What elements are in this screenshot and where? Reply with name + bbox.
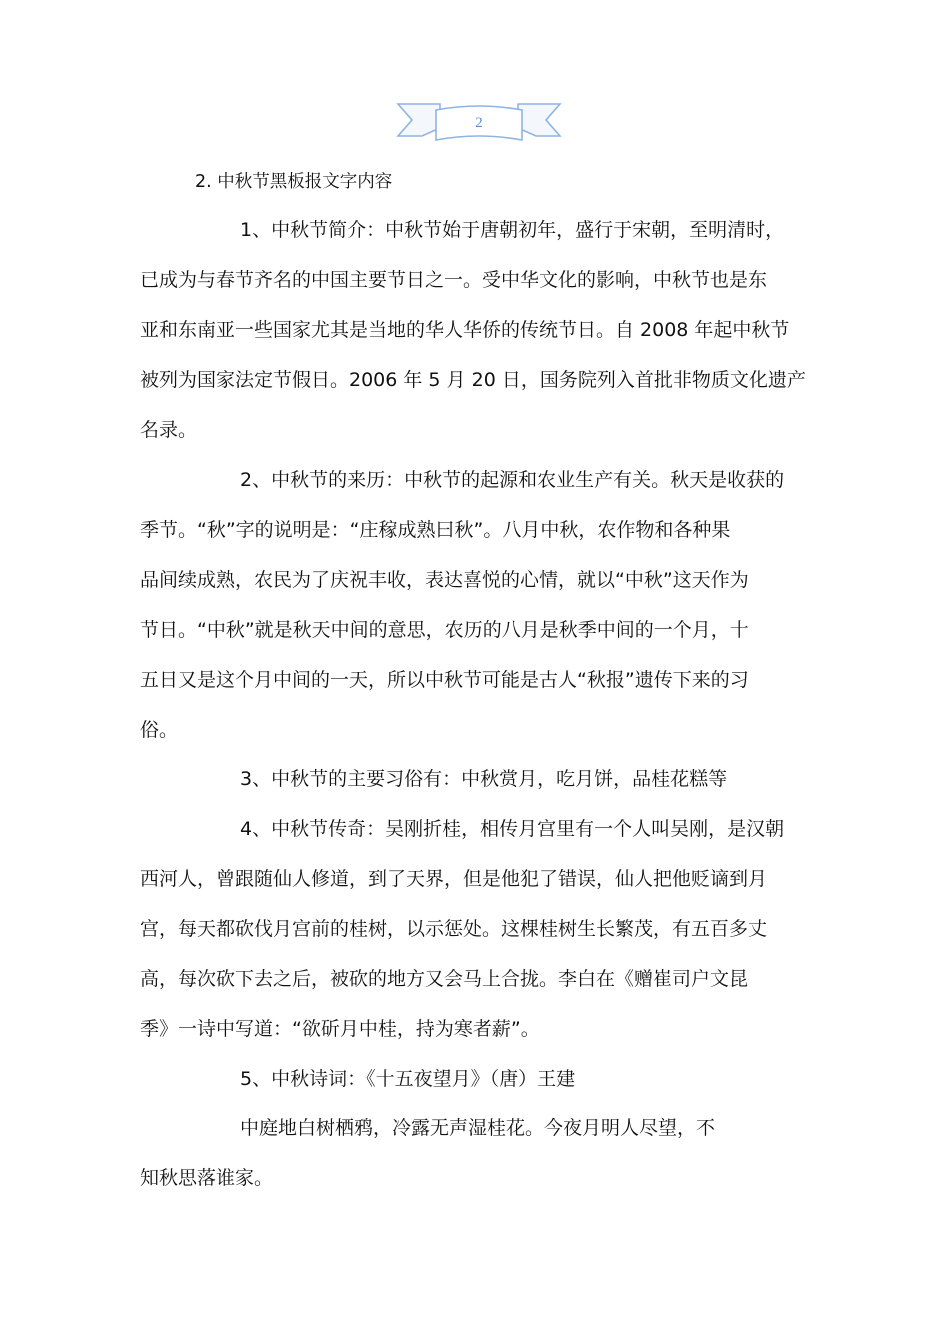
text-line: 季节。“秋”字的说明是：“庄稼成熟曰秋”。八月中秋，农作物和各种果 [140, 519, 731, 541]
text-line: 中庭地白树栖鸦，冷露无声湿桂花。今夜月明人尽望，不 [240, 1117, 716, 1139]
text-line: 1、中秋节简介：中秋节始于唐朝初年，盛行于宋朝，至明清时， [240, 219, 785, 241]
paragraph-poem-ending [140, 1153, 830, 1203]
text-line: 亚和东南亚一些国家尤其是当地的华人华侨的传统节日。自 2008 年起中秋节 [140, 319, 790, 341]
text-line: 知秋思落谁家。 [140, 1167, 274, 1189]
text-line: 节日。“中秋”就是秋天中间的意思，农历的八月是秋季中间的一个月，十 [140, 619, 749, 641]
text-line: 4、中秋节传奇：吴刚折桂，相传月宫里有一个人叫吴刚，是汉朝 [240, 818, 785, 840]
paragraph-customs [140, 754, 830, 804]
text-line: 已成为与春节齐名的中国主要节日之一。受中华文化的影响，中秋节也是东 [140, 269, 768, 291]
text-line: 3、中秋节的主要习俗有：中秋赏月，吃月饼，品桂花糕等 [240, 768, 728, 790]
paragraph-legend [140, 804, 830, 1054]
text-line: 季》一诗中写道：“欲斫月中桂，持为寒者薪”。 [140, 1018, 540, 1040]
text-line: 俗。 [140, 719, 179, 741]
text-line: 五日又是这个月中间的一天，所以中秋节可能是古人“秋报”遗传下来的习 [140, 669, 749, 691]
text-line: 品间续成熟，农民为了庆祝丰收，表达喜悦的心情，就以“中秋”这天作为 [140, 569, 749, 591]
paragraph-origin [140, 455, 830, 755]
paragraph-poem-title [140, 1054, 830, 1104]
text-line: 被列为国家法定节假日。2006 年 5 月 20 日，国务院列入首批非物质文化遗产 [140, 369, 806, 391]
page-number-ribbon [396, 98, 562, 148]
text-line: 2、中秋节的来历：中秋节的起源和农业生产有关。秋天是收获的 [240, 469, 785, 491]
text-line: 名录。 [140, 419, 198, 441]
page-number: 2 [475, 115, 483, 131]
text-line: 西河人，曾跟随仙人修道，到了天界，但是他犯了错误，仙人把他贬谪到月 [140, 868, 768, 890]
section-heading: 2. 中秋节黑板报文字内容 [195, 172, 393, 192]
text-line: 高，每次砍下去之后，被砍的地方又会马上合拢。李白在《赠崔司户文昆 [140, 968, 749, 990]
text-line: 5、中秋诗词：《十五夜望月》（唐）王建 [240, 1068, 576, 1090]
paragraph-introduction [140, 205, 830, 455]
text-line: 宫，每天都砍伐月宫前的桂树，以示惩处。这棵桂树生长繁茂，有五百多丈 [140, 918, 768, 940]
paragraph-poem-body [140, 1103, 830, 1153]
